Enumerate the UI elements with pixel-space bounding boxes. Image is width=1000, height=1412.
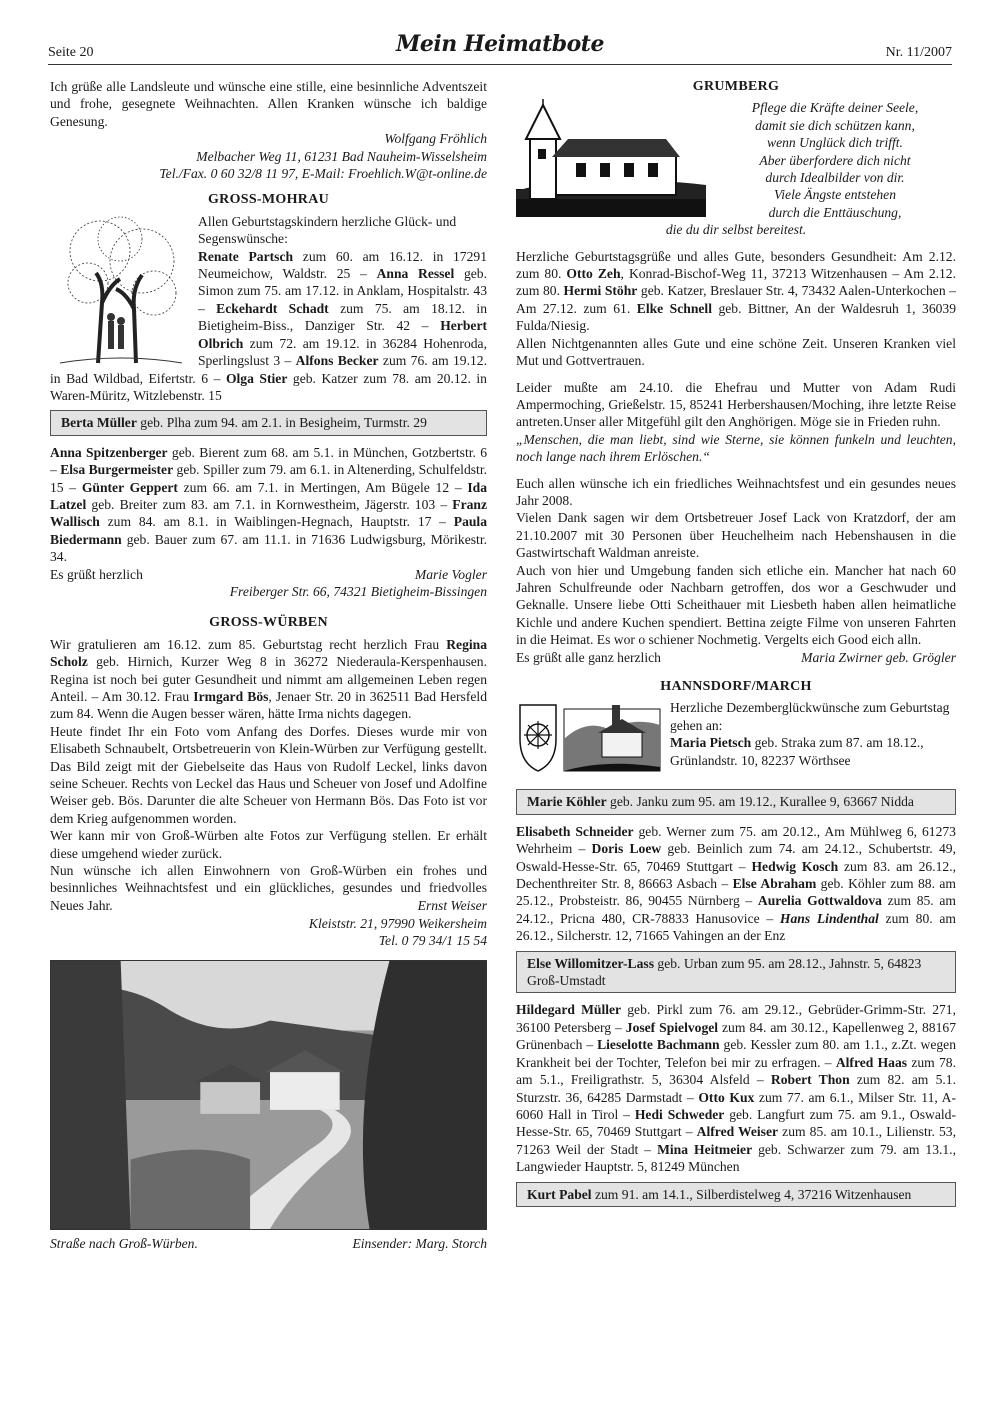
person-name: Hildegard Müller <box>516 1002 622 1018</box>
mohrau-block <box>50 213 487 404</box>
grumberg-christmas: Euch allen wünsche ich ein friedliches Weihnachtsfest und ein gesundes neues Jahr 2008. <box>516 475 956 508</box>
greeting-text: Es grüßt herzlich <box>50 566 143 582</box>
birthday-detail: geb. Urban zum 95. am 28.12., Jahnstr. 5, 64823 Groß-Umstadt <box>527 955 922 989</box>
wuerben-paragraph-2: Heute findet Ihr ein Foto vom Anfang des Dorfes. Dieses wurde mir von Elisabeth Schnaubelt, Ortsbetreuerin von Klein-Würben zur Verfügung gestellt. Das Bild zeigt mit der Giebelseite das Haus von Rudolf Leckel, links davon seine Scheuer. Rechts von Leckel das Haus und Scheuer von Josef und Adolfine Weiser geb. Bös. Darunter die alte Scheuer von Hermann Bös. Das Foto ist vor dem Krieg aufgenommen worden. <box>50 723 487 826</box>
paragraph-text: Herzliche Geburtstagsgrüße und alles Gute, besonders Gesundheit: Am 2.12. zum 80. <box>516 248 956 282</box>
person-name: Renate Partsch <box>198 248 294 264</box>
birthday-detail: zum 80. am 26.12., Silcherstr. 12, 71665 Vahingen an der Enz <box>516 910 957 944</box>
birthday-detail: geb. Werner zum 75. am 20.12., Am Mühlweg 6, 61273 Wehrheim – <box>516 823 956 857</box>
birthday-detail: geb. Langfurt zum 75. am 9.1., Oswald-Hesse-Str. 65, 70469 Stuttgart – <box>516 1106 956 1140</box>
person-name: Otto Kux <box>698 1089 755 1105</box>
wuerben-paragraph-1 <box>50 636 487 723</box>
person-name: Regina Scholz <box>50 636 487 670</box>
birthday-detail: zum 91. am 14.1., Silberdistelweg 4, 37216 Witzenhausen <box>591 1186 912 1202</box>
paragraph-text: , Konrad-Bischof-Weg 11, 37213 Witzenhausen – Am 2.12. zum 80. <box>516 266 957 299</box>
paragraph-text: Wir gratulieren am 16.12. zum 85. Geburtstag recht herzlich Frau <box>50 636 447 652</box>
wuerben-paragraph-4: Nun wünsche ich allen Einwohnern von Groß-Würben ein frohes und besinnliches Weihnachtsfest und ein glückliches, gesundes und friedvolles Neues Jahr. <box>50 863 487 913</box>
birthday-detail: zum 75. am 18.12. in Bietigheim-Biss., Danziger Str. 42 – <box>198 300 488 334</box>
wuerben-paragraph-3: Wer kann mir von Groß-Würben alte Fotos zur Verfügung stellen. Er erhält diese umgehend wieder zurück. <box>50 828 487 861</box>
birthday-detail: zum 85. am 10.1., Lilienstr. 53, 71263 Weil der Stadt – <box>516 1124 956 1157</box>
hannsdorf-intro: Herzliche Dezemberglückwünsche zum Geburtstag gehen an: <box>670 700 950 733</box>
highlight-box-kurt <box>516 1182 956 1207</box>
section-title-gross-wuerben: GROSS-WÜRBEN <box>209 615 328 631</box>
signature-name: Marie Vogler <box>414 566 487 582</box>
birthday-detail: geb. Bierent zum 68. am 5.1. in München, Gotzbertstr. 6 – <box>50 444 487 478</box>
person-name: Maria Pietsch <box>670 735 752 751</box>
mohrau-intro: Allen Geburtstagskindern herzliche Glück- und Segenswünsche: <box>198 213 457 247</box>
person-name: Berta Müller <box>61 415 137 431</box>
grumberg-thanks: Vielen Dank sagen wir dem Ortsbetreuer Josef Lack von Kratzdorf, der am 21.10.2007 mit 30 Personen über Heuchelheim nach Hebenshausen in die Gastwirtschaft Waldman anreiste. <box>516 510 956 561</box>
grumberg-meeting: Auch von hier und Umgebung fanden sich etliche ein. Mancher hat nach 60 Jahren Schulfreunde oder Nachbarn getroffen, dos wor a Geschwuder und Geknalle. Unsere liebe Otti Scheithauer mit Liesbeth haben allen heimatliche Kichle und andere Kuchen spendiert. Bettina zeigte Filme von unseren Fahrten in die Heimat. Es wor o schiener Nochmetig. Vergelts eich Good eich alln. <box>516 562 956 648</box>
paragraph-text: geb. Hirnich, Kurzer Weg 8 in 36272 Niederaula-Kerspenhausen. Regina ist noch bei guter Gesundheit und nimmt am allgemeinen Leben regen Anteil. – Am 30.12. Frau <box>50 654 487 704</box>
paragraph-text: geb. Bittner, An der Waldesruh 1, 36039 Fulda/Niesig. <box>516 300 957 334</box>
grumberg-obituary: Leider mußte am 24.10. die Ehefrau und Mutter von Adam Rudi Ampermoching, Grießelstr. 15, 85241 Herbershausen/Moching, ihre letzte Reise antreten.Unser aller Mitgefühl gilt den Anghörigen. Möge sie in Frieden ruhn. <box>516 379 956 430</box>
person-name: Marie Köhler <box>527 794 607 810</box>
tree-illustration <box>50 213 190 365</box>
person-name: Irmgard Bös <box>193 689 269 704</box>
person-name: Hermi Stöhr <box>563 283 638 299</box>
poem-line: die du dir selbst bereitest. <box>665 222 807 238</box>
person-name: Josef Spielvogel <box>625 1019 719 1035</box>
birthday-detail: geb. Beinlich zum 74. am 24.12., Schubertstr. 49, Oswald-Hesse-Str. 65, 70469 Stuttgart – <box>516 841 957 874</box>
poem-line: wenn Unglück dich trifft. <box>767 135 903 151</box>
paragraph-text: , Jenaer Str. 20 in 362511 Bad Hersfeld zum 84. Wenn die Augen besser wären, hätte Irma nichts dagegen. <box>50 689 487 722</box>
signature-address: Melbacher Weg 11, 61231 Bad Nauheim-Wisselsheim <box>196 148 487 164</box>
birthday-detail: zum 77. am 6.1., Milser Str. 11, A-6060 Hall in Tirol – <box>516 1089 956 1122</box>
birthday-detail: zum 85. am 24.12., Pricna 480, CR-78833 Hanusovice – <box>516 893 956 926</box>
hannsdorf-birthdays-1 <box>516 823 956 945</box>
person-name: Hedwig Kosch <box>751 858 839 874</box>
person-name: Lieselotte Bachmann <box>597 1037 720 1053</box>
masthead-title: Mein Heimatbote <box>396 31 604 57</box>
birthday-detail: geb. Spiller zum 79. am 6.1. in Altenerding, Schulfeldstr. 15 – <box>50 462 487 495</box>
person-name: Hans Lindenthal <box>779 910 879 926</box>
person-name: Alfred Weiser <box>696 1124 779 1140</box>
poem-line: Pflege die Kräfte deiner Seele, <box>751 100 919 116</box>
mohrau-birthdays-2 <box>50 444 487 566</box>
spacer <box>516 239 956 248</box>
coat-of-arms-and-village-illustration <box>516 699 662 777</box>
birthday-detail: zum 72. am 19.12. in 36284 Hohenroda, Sperlingslust 3 – <box>198 335 487 369</box>
person-name: Elsa Burgermeister <box>60 462 174 478</box>
hannsdorf-birthdays-2 <box>516 1001 956 1175</box>
person-name: Robert Thon <box>770 1072 850 1088</box>
poem-line: durch Idealbilder von dir. <box>765 170 905 186</box>
person-name: Eckehardt Schadt <box>216 300 329 316</box>
highlight-box-else <box>516 951 956 994</box>
person-name: Elke Schnell <box>636 300 712 316</box>
section-title-grumberg: GRUMBERG <box>692 79 780 94</box>
photo-caption <box>50 1235 487 1252</box>
person-name: Otto Zeh <box>566 266 621 282</box>
grumberg-block <box>516 99 956 238</box>
signature-name: Wolfgang Fröhlich <box>384 131 487 147</box>
birthday-detail: zum 60. am 16.12. in 17291 Neumeichow, Waldstr. 25 – <box>198 248 487 282</box>
intro-paragraph: Ich grüße alle Landsleute und wünsche eine stille, eine besinnliche Adventszeit und frohe, gesegnete Weihnachten. Allen Kranken wünsche ich baldige Genesung. <box>50 79 487 129</box>
birthday-detail: geb. Bauer zum 67. am 11.1. in 71636 Ludwigsburg, Mörikestr. 34. <box>50 531 487 565</box>
section-title-gross-mohrau: GROSS-MOHRAU <box>207 192 330 208</box>
birthday-detail: geb. Janku zum 95. am 19.12., Kurallee 9, 63667 Nidda <box>606 794 914 810</box>
caption-text: Straße nach Groß-Würben. <box>50 1235 198 1251</box>
birthday-detail: zum 76. am 19.12. in Bad Wildbad, Eifertstr. 6 – <box>50 353 487 386</box>
birthday-detail: geb. Simon zum 75. am 17.12. in Anklam, Hospitalstr. 43 – <box>198 266 487 316</box>
person-name: Else Abraham <box>732 876 817 892</box>
spacer <box>516 466 956 475</box>
person-name: Mina Heitmeier <box>657 1141 753 1157</box>
grumberg-birthdays <box>516 248 956 335</box>
church-illustration <box>516 99 706 217</box>
section-title-hannsdorf: HANNSDORF/MARCH <box>660 679 812 694</box>
birthday-detail: zum 83. am 26.12., Dechenthreiter Str. 8, 86663 Asbach – <box>516 858 956 892</box>
birthday-detail: zum 84. am 30.12., Kapellenweg 2, 88167 Grünenbach – <box>516 1019 956 1053</box>
person-name: Paula Biedermann <box>50 514 487 547</box>
person-name: Alfons Becker <box>295 353 379 369</box>
person-name: Else Willomitzer-Lass <box>527 955 654 971</box>
highlight-box-marie <box>516 789 956 814</box>
signature-contact: Tel./Fax. 0 60 32/8 11 97, E-Mail: Froehlich.W@t-online.de <box>159 166 487 182</box>
grumberg-wishes: Allen Nichtgenannten alles Gute und eine schöne Zeit. Unseren Kranken viel Mut und Gottvertrauen. <box>516 335 956 369</box>
person-name: Anna Spitzenberger <box>50 444 168 460</box>
hannsdorf-block <box>516 699 956 769</box>
birthday-detail: zum 82. am 5.1. Sturzstr. 36, 64285 Darmstadt – <box>516 1072 956 1105</box>
poem-line: Viele Ängste entstehen <box>773 187 897 203</box>
left-column <box>50 78 487 1252</box>
right-column <box>516 78 956 1215</box>
grumberg-quote: „Menschen, die man liebt, sind wie Sterne, sie können funkeln und leuchten, noch lange nach ihrem Erlöschen.“ <box>516 431 956 465</box>
greeting-text: Es grüßt alle ganz herzlich <box>516 649 661 665</box>
signature-phone: Tel. 0 79 34/1 15 54 <box>378 933 487 949</box>
person-name: Herbert Olbrich <box>198 318 487 351</box>
birthday-detail: geb. Köhler zum 88. am 25.12., Probsteistr. 86, 90455 Nürnberg – <box>516 876 956 909</box>
paragraph-text: geb. Katzer, Breslauer Str. 4, 73432 Aalen-Unterkochen – Am 27.12. zum 61. <box>516 283 956 316</box>
caption-credit: Einsender: Marg. Storch <box>352 1235 487 1251</box>
person-name: Elisabeth Schneider <box>516 823 634 839</box>
birthday-detail: zum 84. am 8.1. in Waiblingen-Hegnach, Hauptstr. 17 – <box>99 514 454 530</box>
birthday-detail: geb. Kessler zum 80. am 1.1., z.Zt. wegen Krankheit bei der Tochter, Telefon bei mir zu erfragen. – <box>516 1037 956 1070</box>
person-name: Hedi Schweder <box>634 1106 725 1122</box>
person-name: Alfred Haas <box>835 1054 908 1070</box>
mohrau-greeting-row <box>50 566 487 583</box>
poem-line: damit sie dich schützen kann, <box>755 117 915 133</box>
village-road-photo <box>50 960 487 1230</box>
birthday-detail: geb. Schwarzer zum 79. am 13.1., Langwieder Hauptstr. 5, 81249 München <box>516 1141 956 1175</box>
spacer <box>516 370 956 379</box>
birthday-detail: geb. Pirkl zum 76. am 29.12., Gebrüder-Grimm-Str. 271, 36100 Petersberg – <box>516 1002 956 1035</box>
page-number: Seite 20 <box>48 45 94 60</box>
birthday-detail: geb. Straka zum 87. am 18.12., Grünlandstr. 10, 82237 Wörthsee <box>670 735 924 768</box>
signature-address: Kleiststr. 21, 97990 Weikersheim <box>308 915 487 931</box>
signature-address: Freiberger Str. 66, 74321 Bietigheim-Bissingen <box>229 583 487 599</box>
person-name: Doris Loew <box>591 841 662 857</box>
person-name: Franz Wallisch <box>50 496 487 530</box>
signature-name: Maria Zwirner geb. Grögler <box>801 649 956 665</box>
grumberg-greeting-row <box>516 649 956 666</box>
page-header <box>48 31 952 66</box>
issue-number: Nr. 11/2007 <box>885 45 952 60</box>
person-name: Olga Stier <box>225 370 288 386</box>
person-name: Anna Ressel <box>376 266 455 282</box>
birthday-detail: geb. Plha zum 94. am 2.1. in Besigheim, Turmstr. 29 <box>136 415 427 431</box>
birthday-detail: geb. Breiter zum 83. am 7.1. in Kornwestheim, Jägerstr. 103 – <box>86 496 453 512</box>
signature-name: Ernst Weiser <box>417 898 487 914</box>
birthday-detail: geb. Katzer zum 78. am 20.12. in Waren-Müritz, Witzlebenstr. 15 <box>50 370 487 403</box>
person-name: Kurt Pabel <box>527 1186 592 1202</box>
header-rule <box>48 64 952 65</box>
person-name: Aurelia Gottwaldova <box>757 893 882 909</box>
person-name: Günter Geppert <box>81 479 178 495</box>
poem-line: Aber überfordere dich nicht <box>759 152 911 168</box>
birthday-detail: zum 78. am 5.1., Freiligrathstr. 5, 36304 Alsfeld – <box>516 1054 957 1088</box>
highlight-box-berta <box>50 410 487 435</box>
birthday-detail: zum 66. am 7.1. in Mertingen, Am Bügele 12 – <box>177 479 468 495</box>
poem-line: durch die Enttäuschung, <box>768 204 902 220</box>
person-name: Ida Latzel <box>50 479 487 512</box>
